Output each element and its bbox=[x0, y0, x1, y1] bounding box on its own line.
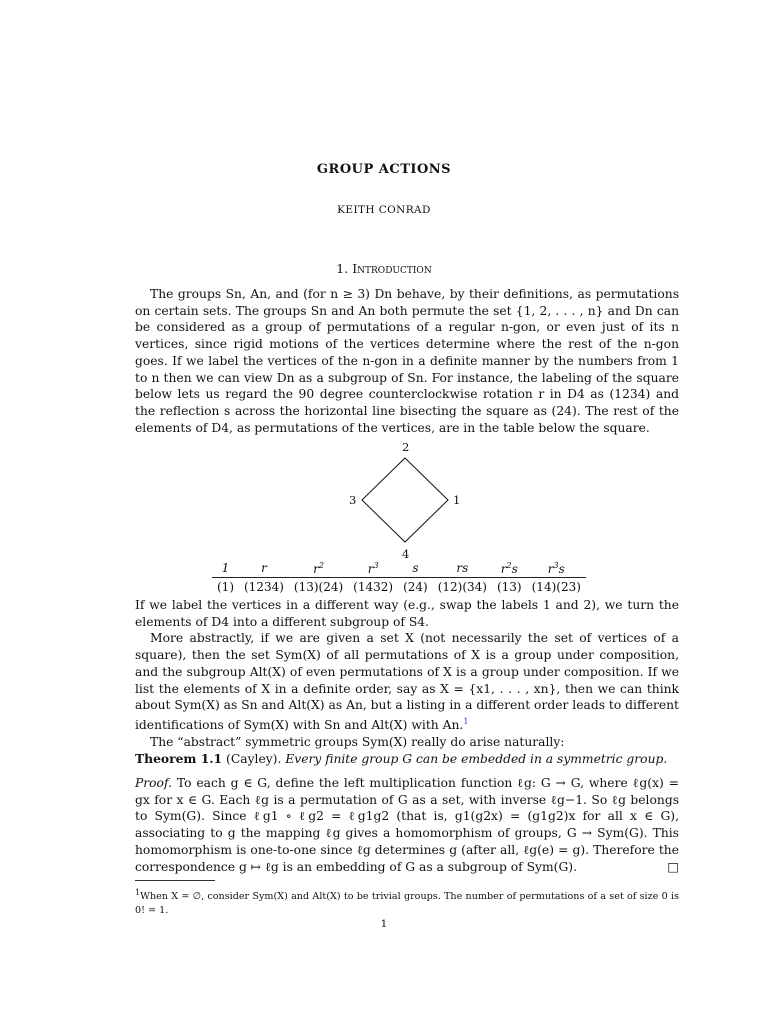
square-diagram bbox=[340, 438, 470, 564]
table-cell-permutation: (1) bbox=[212, 578, 239, 596]
table-row-elements bbox=[212, 560, 586, 578]
theorem-block bbox=[135, 751, 679, 766]
table-cell-permutation: (14)(23) bbox=[527, 578, 586, 596]
table-cell-element: rs bbox=[456, 561, 469, 575]
natural-paragraph: The “abstract” symmetric groups Sym(X) really do arise naturally: bbox=[150, 734, 565, 749]
footnote bbox=[135, 886, 679, 917]
vertex-label-right: 1 bbox=[453, 493, 461, 507]
table-cell-element: $r^3s$ bbox=[547, 560, 565, 576]
theorem-attribution: (Cayley). bbox=[226, 752, 282, 766]
author-name: KEITH CONRAD bbox=[337, 204, 431, 216]
theorem-label: Theorem 1.1 bbox=[135, 751, 223, 766]
abstract-paragraph bbox=[135, 630, 679, 733]
vertex-label-top: 2 bbox=[402, 440, 410, 454]
table-cell-element: $r^2s$ bbox=[500, 560, 518, 576]
footnote-reference[interactable]: 1 bbox=[463, 716, 469, 726]
table-cell-permutation: (24) bbox=[398, 578, 433, 596]
table-cell-element: r bbox=[261, 561, 267, 575]
table-cell-permutation: (13)(24) bbox=[289, 578, 348, 596]
d4-permutation-table bbox=[212, 560, 586, 595]
section-number: 1. bbox=[336, 261, 349, 276]
abstract-paragraph-text: More abstractly, if we are given a set X (not necessarily the set of vertices of a square), then the set Sym(X) of all permutations of X is a group under composition, and the subgroup Alt(X) of even permutations of X is a group under composition. If we list the elements of X in a definite order, say as X = {x1, . . . , xn}, then we can think about Sym(X) as Sn and Alt(X) as An, but a listing in a different order leads to different identifications of Sym(X) with Sn and Alt(X) with An. bbox=[135, 631, 679, 733]
footnote-rule bbox=[135, 880, 215, 881]
proof-text: To each g ∈ G, define the left multiplication function ℓg: G → G, where ℓg(x) = gx for x ∈ G. Each ℓg is a permutation of G as a set, with inverse ℓg−1. So ℓg belongs to Sym(G). Since ℓg1 ∘ ℓg2 = ℓg1g2 (that is, g1(g2x) = (g1g2)x for all x ∈ G), associating to g the mapping ℓg gives a homomorphism of groups, G → Sym(G). This homomorphism is one-to-one since ℓg determines g (after all, ℓg(e) = g). Therefore the correspondence g ↦ ℓg is an embedding of G as a subgroup of Sym(G). bbox=[135, 776, 679, 874]
intro-paragraph: The groups Sn, An, and (for n ≥ 3) Dn behave, by their definitions, as permutations on certain sets. The groups Sn and An both permute the set {1, 2, . . . , n} and Dn can be considered as a group of permutations of a regular n-gon, or even just of its n vertices, since rigid motions of the vertices determine where the rest of the n-gon goes. If we label the vertices of the n-gon in a definite manner by the numbers from 1 to n then we can view Dn as a subgroup of Sn. For instance, the labeling of the square below lets us regard the 90 degree counterclockwise rotation r in D4 as (1234) and the reflection s across the horizontal line bisecting the square as (24). The rest of the elements of D4, as permutations of the vertices, are in the table below the square. bbox=[135, 287, 679, 435]
body-block bbox=[135, 597, 679, 750]
table-cell-element: $r^2$ bbox=[313, 560, 324, 576]
page-number: 1 bbox=[380, 918, 388, 930]
table-cell-permutation: (1432) bbox=[348, 578, 398, 596]
relabel-paragraph: If we label the vertices in a different way (e.g., swap the labels 1 and 2), we turn the elements of D4 into a different subgroup of S4. bbox=[135, 598, 679, 629]
theorem-statement: Every finite group G can be embedded in a symmetric group. bbox=[285, 752, 668, 766]
footnote-marker: 1 bbox=[135, 888, 141, 897]
vertex-label-left: 3 bbox=[349, 493, 357, 507]
square-shape bbox=[362, 458, 448, 542]
table-cell-permutation: (1234) bbox=[239, 578, 289, 596]
table-cell-element: s bbox=[412, 561, 419, 575]
section-title: Introduction bbox=[352, 261, 432, 276]
paper-title: GROUP ACTIONS bbox=[316, 162, 452, 177]
vertex-label-bottom: 4 bbox=[402, 547, 410, 561]
section-heading bbox=[0, 261, 768, 276]
table-cell-permutation: (12)(34) bbox=[433, 578, 492, 596]
table-row-permutations bbox=[212, 578, 586, 596]
table-cell-permutation: (13) bbox=[492, 578, 527, 596]
qed-symbol: □ bbox=[667, 859, 679, 874]
proof-label: Proof. bbox=[135, 776, 172, 790]
proof-block bbox=[135, 775, 679, 875]
table-cell-element: 1 bbox=[221, 561, 230, 575]
footnote-text: When X = ∅, consider Sym(X) and Alt(X) to be trivial groups. The number of permutations of a set of size 0 is 0! = 1. bbox=[135, 891, 679, 916]
table-cell-element: $r^3$ bbox=[367, 560, 379, 576]
